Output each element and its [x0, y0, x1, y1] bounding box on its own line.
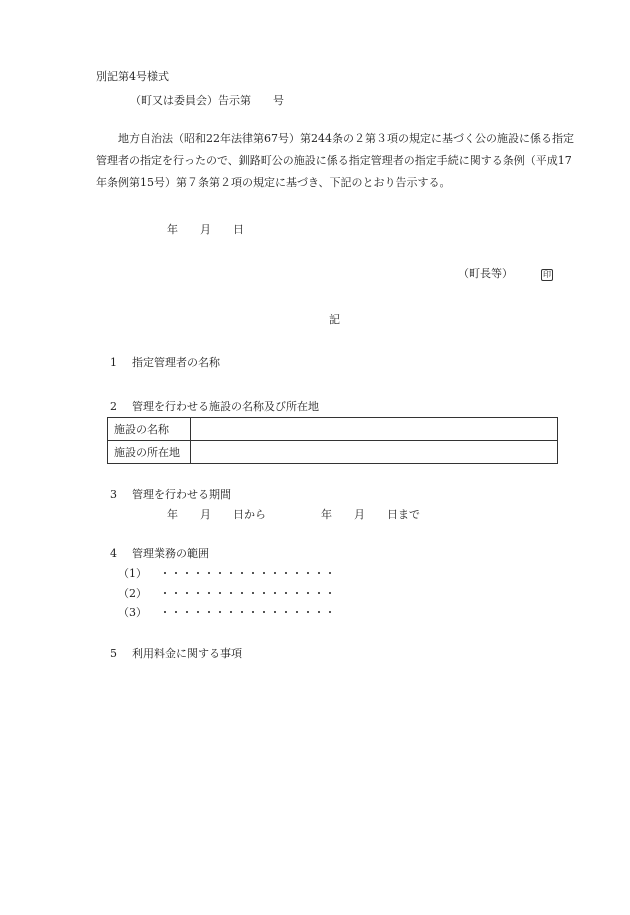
scope-item-3-dots: ・・・・・・・・・・・・・・・・ [159, 606, 336, 619]
section-5-title: 利用料金に関する事項 [132, 647, 242, 660]
signer-name: （町長等） [458, 267, 513, 280]
period-line: 年 月 日から 年 月 日まで [167, 508, 420, 521]
date-line: 年 月 日 [167, 223, 244, 236]
section-2-title: 管理を行わせる施設の名称及び所在地 [132, 400, 319, 413]
list-item [118, 568, 336, 579]
body-text: 地方自治法（昭和22年法律第67号）第244条の２第３項の規定に基づく公の施設に係る指定管理者の指定を行ったので、釧路町公の施設に係る指定管理者の指定手続に関する条例（平成17年条例第15号）第７条第２項の規定に基づき、下記のとおり告示する。 [96, 132, 574, 189]
section-5 [110, 648, 242, 659]
scope-item-2-label: （2） [118, 587, 142, 600]
form-label: 別記第4号様式 [96, 70, 169, 83]
scope-item-1-label: （1） [118, 567, 142, 580]
facility-table [107, 417, 558, 464]
scope-item-3-label: （3） [118, 606, 142, 619]
notice-number-line: （町又は委員会）告示第 号 [130, 94, 284, 107]
section-4-title: 管理業務の範囲 [132, 547, 209, 560]
section-3-title: 管理を行わせる期間 [132, 488, 231, 501]
ki-heading: 記 [329, 313, 340, 326]
table-row [108, 441, 558, 464]
scope-item-2-dots: ・・・・・・・・・・・・・・・・ [159, 587, 336, 600]
section-2-number: 2 [110, 400, 117, 413]
section-2 [110, 401, 319, 412]
body-paragraph [96, 128, 576, 194]
section-3 [110, 489, 231, 500]
facility-location-cell [191, 441, 558, 464]
table-row [108, 418, 558, 441]
facility-name-label: 施設の名称 [108, 418, 191, 441]
section-1-number: 1 [110, 356, 117, 369]
facility-location-label: 施設の所在地 [108, 441, 191, 464]
scope-item-1-dots: ・・・・・・・・・・・・・・・・ [159, 567, 336, 580]
seal-mark: 印 [543, 270, 551, 279]
signer-line [458, 268, 553, 281]
section-3-number: 3 [110, 488, 117, 501]
section-1-title: 指定管理者の名称 [132, 356, 220, 369]
list-item [118, 607, 336, 618]
facility-name-cell [191, 418, 558, 441]
section-5-number: 5 [110, 647, 117, 660]
section-4-number: 4 [110, 547, 117, 560]
section-4 [110, 548, 209, 559]
list-item [118, 588, 336, 599]
section-1 [110, 357, 220, 368]
